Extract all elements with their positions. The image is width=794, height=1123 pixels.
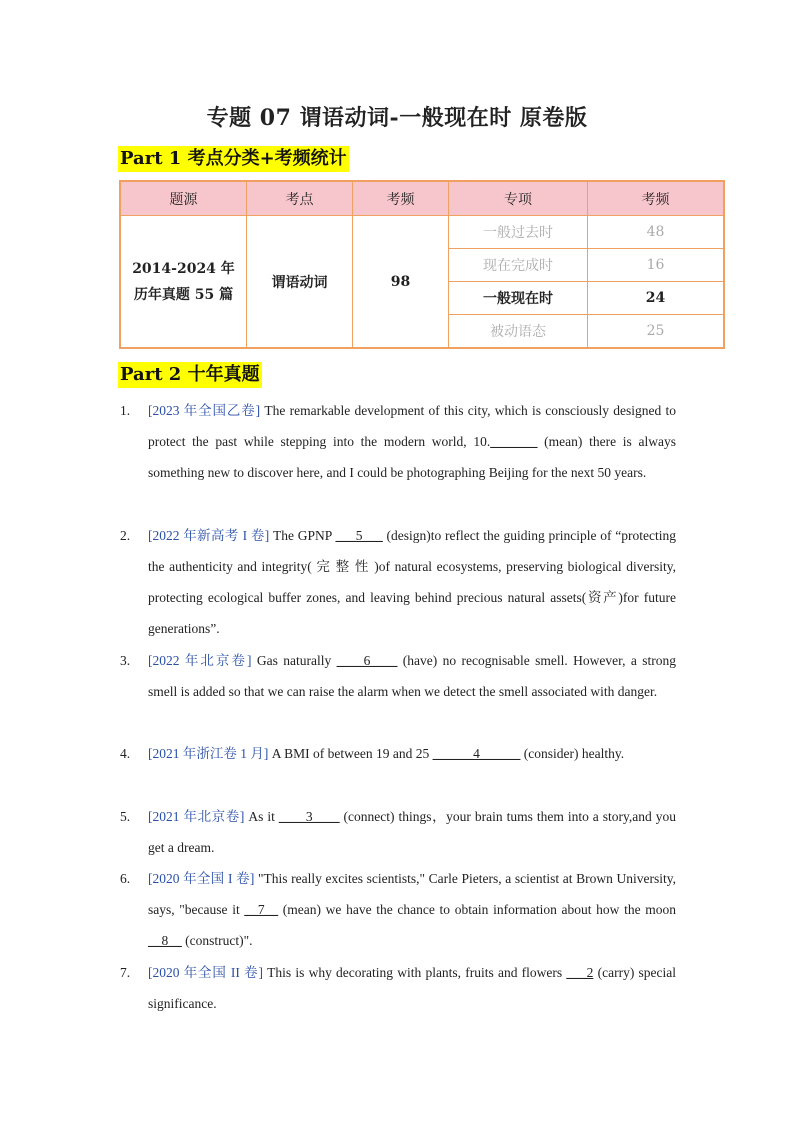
question-source: [2022 年北京卷]	[148, 653, 252, 668]
question-source: [2021 年浙江卷 1 月]	[148, 746, 269, 761]
header-source: 题源	[120, 181, 247, 216]
table-header-row	[120, 181, 724, 216]
question-text	[148, 520, 676, 644]
question-number: 6.	[120, 871, 131, 886]
question-text-post: (mean) we have the chance to obtain information about how the moon	[278, 902, 676, 917]
question-item	[120, 801, 676, 863]
header-item-frequency: 考频	[588, 181, 725, 216]
item-cell: 现在完成时	[449, 249, 588, 282]
question-text-pre: Gas naturally	[251, 653, 337, 668]
page-title: 专题 07 谓语动词-一般现在时 原卷版	[206, 105, 588, 131]
source-text: 2014-2024 年历年真题 55 篇	[132, 260, 235, 303]
question-text	[148, 738, 676, 769]
source-cell	[120, 216, 247, 349]
question-text-post: (have) no recognisable smell. However, a strong smell is added so that we can raise the alarm when we detect the smell associated with danger.	[148, 653, 676, 699]
part2-heading: Part 2 十年真题	[118, 362, 262, 388]
frequency-table	[119, 180, 725, 349]
question-source: [2020 年全国 II 卷]	[148, 965, 263, 980]
question-number: 4.	[120, 746, 131, 761]
question-item	[120, 863, 676, 956]
answer-blank: _______	[490, 434, 538, 449]
header-point: 考点	[247, 181, 353, 216]
question-number: 2.	[120, 528, 131, 543]
answer-blank: ___2	[566, 965, 594, 980]
question-source: [2021 年北京卷]	[148, 809, 245, 824]
header-item: 专项	[449, 181, 588, 216]
answer-blank: __7__	[244, 902, 279, 917]
question-text-pre: "This really excites scientists," Carle Pieters, a scientist at Brown University, says, "because it	[148, 871, 676, 917]
answer-blank: ____6____	[336, 653, 398, 668]
question-text	[148, 957, 676, 1019]
question-number: 3.	[120, 653, 131, 668]
item-cell: 一般过去时	[449, 216, 588, 249]
point-cell: 谓语动词	[247, 216, 353, 349]
question-source: [2023 年全国乙卷]	[148, 403, 261, 418]
question-item	[120, 395, 676, 488]
count-cell: 48	[588, 216, 725, 249]
question-text	[148, 395, 676, 488]
question-number: 5.	[120, 809, 131, 824]
answer-blank: __8__	[148, 933, 182, 948]
header-frequency: 考频	[353, 181, 449, 216]
question-number: 7.	[120, 965, 131, 980]
item-cell: 被动语态	[449, 315, 588, 349]
question-source: [2020 年全国 I 卷]	[148, 871, 255, 886]
question-text-pre: A BMI of between 19 and 25	[268, 746, 433, 761]
frequency-cell: 98	[353, 216, 449, 349]
question-text-post: (mean) there is always something new to discover here, and I could be photographing Beijing for the next 50 years.	[148, 434, 676, 480]
answer-blank: ___5___	[335, 528, 383, 543]
answer-blank: ____3____	[278, 809, 340, 824]
question-text	[148, 645, 676, 707]
question-text-post: (design)to reflect the guiding principle of “protecting the authenticity and integrity( 完 整 性 )of natural ecosystems, preserving biological diversity, protecting ecological buffer zones, and leaving behind precious natural assets(资产)for future generations”.	[148, 528, 676, 636]
question-item	[120, 520, 676, 644]
question-text-post: (carry) special significance.	[148, 965, 677, 1011]
count-cell: 24	[588, 282, 725, 315]
answer-blank: ______4______	[432, 746, 521, 761]
question-number: 1.	[120, 403, 131, 418]
question-item	[120, 645, 676, 707]
question-text	[148, 863, 676, 956]
question-text-pre: As it	[244, 809, 279, 824]
count-cell: 16	[588, 249, 725, 282]
item-cell: 一般现在时	[449, 282, 588, 315]
question-item	[120, 957, 676, 1019]
question-item	[120, 738, 676, 769]
question-text-post: (connect) things，your brain tums them into a story,and you get a dream.	[148, 809, 676, 855]
question-text-post: (consider) healthy.	[520, 746, 625, 761]
question-text-pre: This is why decorating with plants, fruits and flowers	[262, 965, 567, 980]
question-text-pre: The GPNP	[269, 528, 336, 543]
count-cell: 25	[588, 315, 725, 349]
table-row	[120, 216, 724, 249]
question-text-post: (construct)".	[181, 933, 253, 948]
part1-heading: Part 1 考点分类+考频统计	[118, 146, 349, 172]
question-text-pre: The remarkable development of this city, which is consciously designed to protect the past while stepping into the modern world, 10.	[148, 403, 676, 449]
question-text	[148, 801, 676, 863]
question-source: [2022 年新高考 I 卷]	[148, 528, 270, 543]
